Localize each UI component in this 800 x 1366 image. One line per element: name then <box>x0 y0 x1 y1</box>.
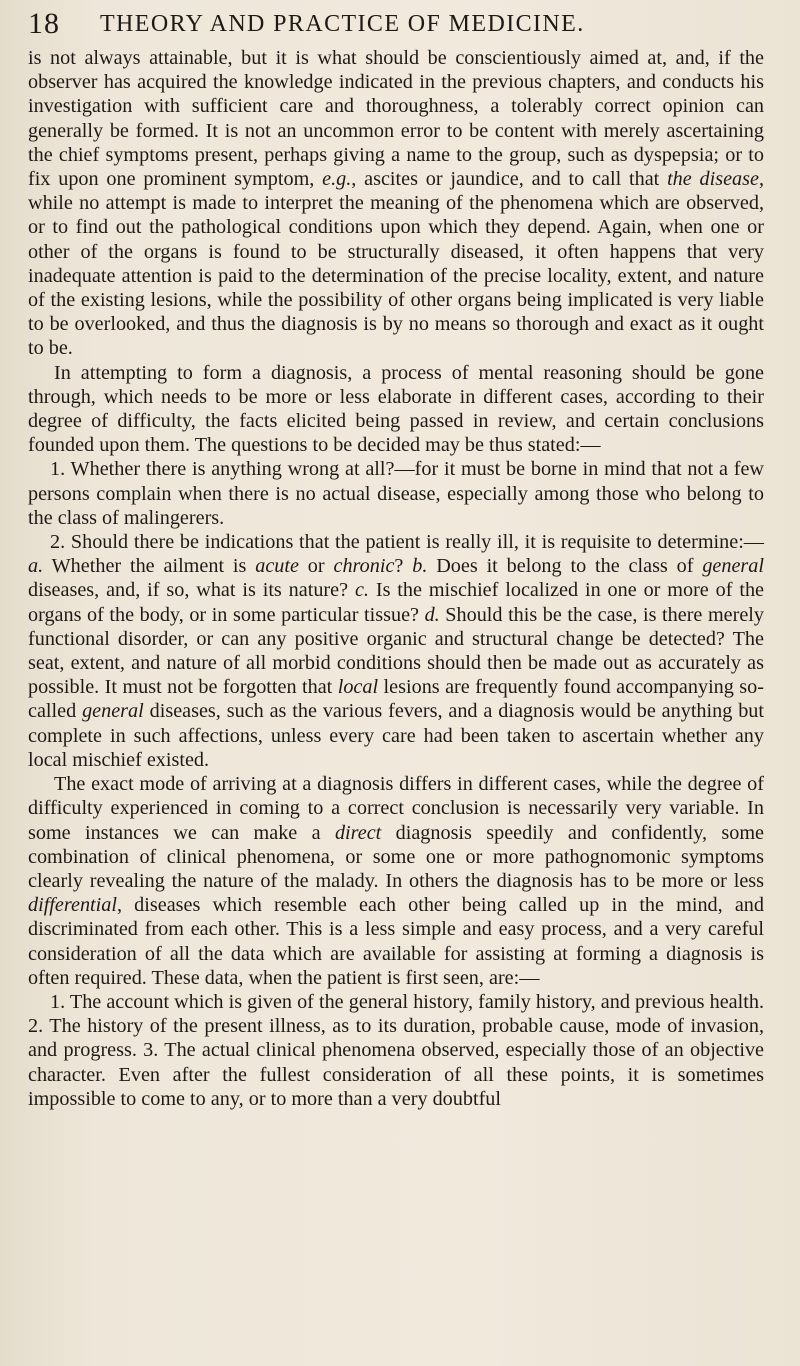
paragraph-diagnosis-thoroughness: is not always attainable, but it is what should be conscientiously aimed at, and, if the observer has acquired the knowledge indicated in the previous chapters, and conducts his investigation with sufficient care and thoroughness, a tolerably correct opinion can generally be formed. It is not an uncommon error to be content with merely ascertaining the chief symptoms present, perhaps giving a name to the group, such as dyspepsia; or to fix upon one prominent symptom, e.g., ascites or jaundice, and to call that the disease, while no attempt is made to interpret the meaning of the phenomena which are observed, or to find out the pathological conditions upon which they depend. Again, when one or other of the organs is found to be structurally diseased, it often happens that very inadequate attention is paid to the determination of the precise locality, extent, and nature of the existing lesions, while the possibility of other organs being implicated is very liable to be overlooked, and thus the diagnosis is by no means so thorough and exact as it ought to be. <box>28 47 765 360</box>
paragraph-mental-reasoning: In attempting to form a diagnosis, a process of mental reasoning should be gone through, which needs to be more or less elaborate in different cases, according to their degree of difficulty, the facts elicited being passed in review, and certain conclusions founded upon them. The questions to be decided may be thus stated:— <box>28 361 764 457</box>
body-text <box>28 46 764 1111</box>
paragraph-mode-of-diagnosis: The exact mode of arriving at a diagnosis differs in different cases, while the degree of difficulty experienced in coming to a correct conclusion is necessarily very variable. In some instances we can make a direct diagnosis speedily and confidently, some combination of clinical phenomena, or some one or more pathognomonic symptoms clearly revealing the nature of the malady. In others the diagnosis has to be more or less differential, diseases which resemble each other being called up in the mind, and discriminated from each other. This is a less simple and easy process, and a very careful consideration of all the data which are available for assisting at forming a diagnosis is often required. These data, when the patient is first seen, are:— <box>28 773 764 989</box>
question-2: 2. Should there be indications that the patient is really ill, it is requisite to determine:—a. Whether the ailment is acute or chronic? b. Does it belong to the class of general diseases, and, if so, what is its nature? c. Is the mischief localized in one or more of the organs of the body, or in some particular tissue? d. Should this be the case, is there merely functional disorder, or can any positive organic and structural change be detected? The seat, extent, and nature of all morbid conditions should then be made out as accurately as possible. It must not be forgotten that local lesions are frequently found accompanying so-called general diseases, such as the various fevers, and a diagnosis would be anything but complete in such affections, unless every care had been taken to ascertain whether any local mischief existed. <box>28 531 765 771</box>
page-header <box>28 4 764 44</box>
question-1: 1. Whether there is anything wrong at all?—for it must be borne in mind that not a few persons complain when there is no actual disease, especially among those who belong to the class of malingerers. <box>28 458 764 529</box>
running-head: THEORY AND PRACTICE OF MEDICINE. <box>100 11 585 37</box>
paragraph-data-list: 1. The account which is given of the general history, family history, and previous health. 2. The history of the present illness, as to its duration, probable cause, mode of invasion, and progress. 3. The actual clinical phenomena observed, especially those of an objective character. Even after the fullest consideration of all these points, it is sometimes impossible to come to any, or to more than a very doubtful <box>28 990 764 1110</box>
page-number: 18 <box>28 7 60 40</box>
